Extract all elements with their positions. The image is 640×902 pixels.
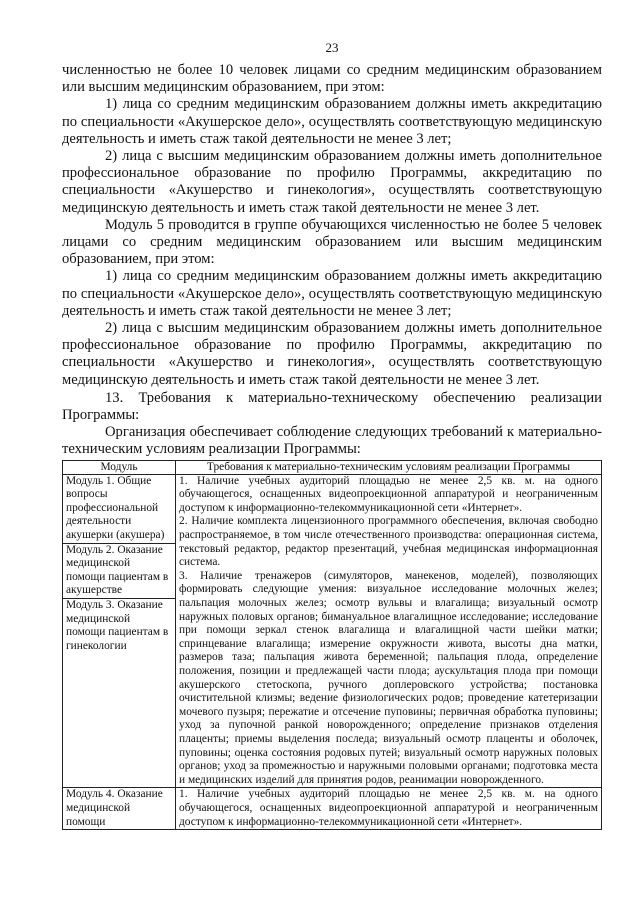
module-4-name: Модуль 4. Оказание медицинской помощи [66, 788, 163, 828]
column-header-module: Модуль [63, 460, 176, 474]
paragraph-module-5-secondary: 1) лица со средним медицинским образованием должны иметь аккредитацию по специальности «Акушерское дело», осуществлять соответствующую медицинскую деятельность и иметь стаж такой деятельности не менее 3 лет; [62, 268, 602, 319]
body-text [62, 62, 602, 459]
table-row [63, 474, 602, 788]
section-heading-13: 13. Требования к материально-техническому обеспечению реализации Программы: [62, 389, 602, 424]
requirement-classrooms: 1. Наличие учебных аудиторий площадью не менее 2,5 кв. м. на одного обучающегося, оснащенных видеопроекционной аппаратурой и неограниченным доступом к информационно-телекоммуникационной сети «Интернет». [179, 474, 598, 514]
module-cell [63, 788, 176, 830]
requirement-simulators: 3. Наличие тренажеров (симуляторов, манекенов, моделей), позволяющих формировать следующие умения: визуальное исследование молочных желез; пальпация молочных желез; осмотр вульвы и влагалища; визуальный осмотр наружных половых органов; бимануальное влагалищное исследование; исследование при помощи зеркал стенок влагалища и влагалищной части шейки матки; спринцевание влагалища; измерение окружности живота, высоты дна матки, размеров таза; пальпация живота беременной; пальпация плода, определение положения, позиции и предлежащей части плода; аускультация плода при помощи акушерского стетоскопа, ручного доплеровского устройства; постановка очистительной клизмы; ведение физиологических родов; проведение катетеризации мочевого пузыря; пережатие и отсечение пуповины; первичная обработка пуповины; уход за пупочной ранкой новорожденного; определение признаков отделения плаценты; приемы выделения последа; визуальный осмотр плаценты и оболочек, пуповины; оценка состояния родовых путей; визуальный осмотр наружных половых органов; уход за промежностью и наружными половыми органами; подготовка места и медицинских изделий для принятия родов, реанимации новорожденного. [179, 569, 598, 786]
requirements-cell [176, 474, 602, 788]
paragraph-higher-requirement: 2) лица с высшим медицинским образованием должны иметь дополнительное профессиональное образование по профилю Программы, аккредитацию по специальности «Акушерство и гинекология», осуществлять соответствующую медицинскую деятельность и иметь стаж такой деятельности не менее 3 лет. [62, 148, 602, 216]
module-1-name: Модуль 1. Общие вопросы профессиональной деятельности акушерки (акушера) [63, 475, 175, 544]
paragraph-module-5-higher: 2) лица с высшим медицинским образованием должны иметь дополнительное профессиональное образование по профилю Программы, аккредитацию по специальности «Акушерство и гинекология», осуществлять соответствующую медицинскую деятельность и иметь стаж такой деятельности не менее 3 лет. [62, 320, 602, 388]
column-header-requirements: Требования к материально-техническим условиям реализации Программы [176, 460, 602, 474]
paragraph-module-5: Модуль 5 проводится в группе обучающихся численностью не более 5 человек лицами со средним медицинским образованием или высшим медицинским образованием, при этом: [62, 216, 602, 268]
requirements-cell [176, 788, 602, 830]
requirements-table [62, 460, 602, 830]
page-number: 23 [325, 40, 339, 55]
table-header-row [63, 460, 602, 474]
requirement-software: 2. Наличие комплекта лицензионного программного обеспечения, включая свободно распространяемое, в том числе отечественного производства: операционная система, текстовый редактор, редактор презентаций, учебная медицинская информационная система. [179, 515, 598, 569]
module-cell [63, 474, 176, 788]
module-2-name: Модуль 2. Оказание медицинской помощи пациентам в акушерстве [63, 544, 175, 599]
module-3-name: Модуль 3. Оказание медицинской помощи пациентам в гинекологии [66, 599, 169, 652]
paragraph-table-intro: Организация обеспечивает соблюдение следующих требований к материально-техническим условиям реализации Программы: [62, 424, 602, 458]
requirement-classrooms: 1. Наличие учебных аудиторий площадью не менее 2,5 кв. м. на одного обучающегося, оснащенных видеопроекционной аппаратурой и неограниченным доступом к информационно-телекоммуникационной сети «Интернет». [179, 788, 598, 828]
paragraph-continuation: численностью не более 10 человек лицами со средним медицинским образованием или высшим медицинским образованием, при этом: [62, 62, 602, 96]
table-row [63, 788, 602, 830]
paragraph-secondary-requirement: 1) лица со средним медицинским образованием должны иметь аккредитацию по специальности «Акушерское дело», осуществлять соответствующую медицинскую деятельность и иметь стаж такой деятельности не менее 3 лет; [62, 96, 602, 147]
